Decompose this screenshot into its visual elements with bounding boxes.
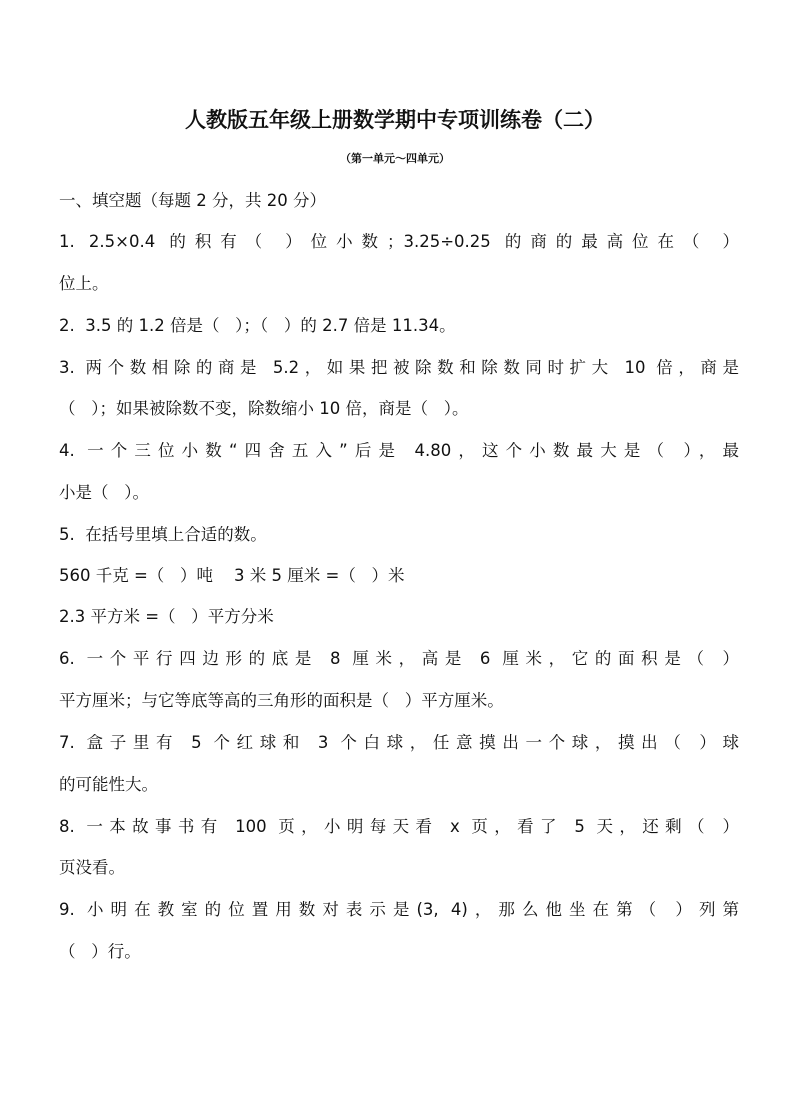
question-line: 位上。 [59,274,109,293]
question-line: 6. 一个平行四边形的底是 8 厘米，高是 6 厘米，它的面积是（ ） [59,649,739,668]
question-line: 3. 两个数相除的商是 5.2，如果把被除数和除数同时扩大 10 倍，商是 [59,358,739,377]
document-title: 人教版五年级上册数学期中专项训练卷（二） [185,108,605,132]
question-line: 1. 2.5×0.4 的积有（ ）位小数；3.25÷0.25 的商的最高位在（ ） [59,232,739,251]
question-line: 平方厘米；与它等底等高的三角形的面积是（ ）平方厘米。 [59,691,504,710]
question-line: 560 千克 =（ ）吨 3 米 5 厘米 =（ ）米 [59,566,405,585]
question-line: 2.3 平方米 =（ ）平方分米 [59,607,274,626]
question-line: 4. 一个三位小数“四舍五入”后是 4.80，这个小数最大是（ ），最 [59,441,739,460]
question-line: 7. 盒子里有 5 个红球和 3 个白球，任意摸出一个球，摸出（ ）球 [59,733,739,752]
question-line: 9. 小明在教室的位置用数对表示是(3, 4)，那么他坐在第（ ）列第 [59,900,739,919]
question-line: 的可能性大。 [59,775,158,794]
question-line: 2. 3.5 的 1.2 倍是（ ）；（ ）的 2.7 倍是 11.34。 [59,316,456,335]
question-line: 页没看。 [59,858,125,877]
question-line: 8. 一本故事书有 100 页，小明每天看 x 页，看了 5 天，还剩（ ） [59,817,739,836]
question-line: （ ）行。 [59,942,141,961]
question-line: 5. 在括号里填上合适的数。 [59,525,267,544]
document-subtitle: （第一单元～四单元） [340,152,450,165]
question-line: （ ）；如果被除数不变，除数缩小 10 倍，商是（ ）。 [59,399,469,418]
section-heading: 一、填空题（每题 2 分，共 20 分） [59,191,326,210]
question-line: 小是（ ）。 [59,483,149,502]
